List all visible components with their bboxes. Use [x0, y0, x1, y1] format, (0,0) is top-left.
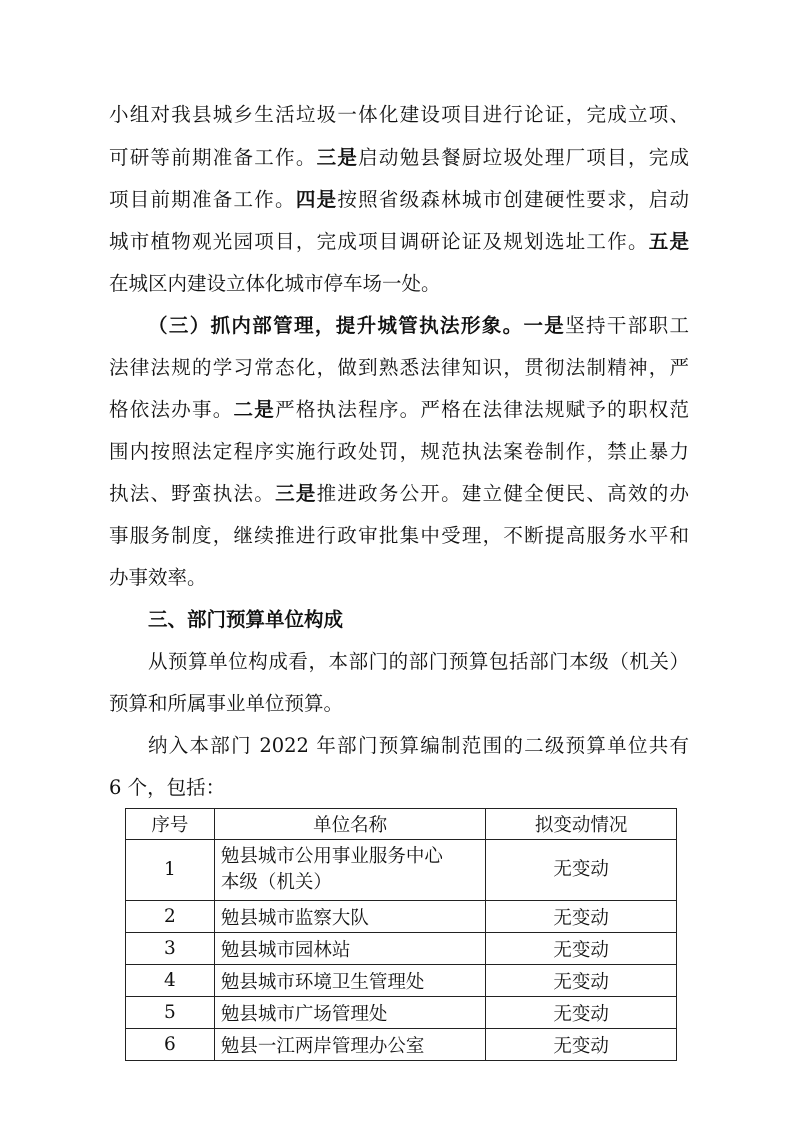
cell-change: 无变动	[486, 1029, 677, 1061]
cell-name: 勉县一江两岸管理办公室	[214, 1029, 486, 1061]
paragraph-line: 从预算单位构成看，本部门的部门预算包括部门本级（机关）	[148, 650, 689, 673]
column-header: 序号	[126, 809, 215, 840]
cell-change: 无变动	[486, 997, 677, 1029]
cell-name: 勉县城市广场管理处	[214, 997, 486, 1029]
cell-change: 无变动	[486, 901, 677, 933]
column-header: 拟变动情况	[486, 809, 677, 840]
paragraph-line: 预算和所属事业单位预算。	[109, 692, 344, 715]
paragraph-line: 6 个，包括：	[109, 776, 226, 799]
paragraph-line: 事服务制度，继续推进行政审批集中受理，不断提高服务水平和	[109, 524, 689, 547]
paragraph-line: 在城区内建设立体化城市停车场一处。	[109, 272, 441, 295]
bold-lead: 三是	[275, 482, 317, 505]
table-row	[126, 997, 677, 1029]
table-row	[126, 965, 677, 997]
paragraph-line: 办事效率。	[109, 566, 207, 589]
paragraph-line: 纳入本部门 2022 年部门预算编制范围的二级预算单位共有	[148, 734, 689, 757]
bold-lead: 一是	[523, 314, 566, 337]
bold-lead: 四是	[295, 188, 338, 211]
paragraph-line: 围内按照法定程序实施行政处罚，规范执法案卷制作，禁止暴力	[109, 440, 689, 463]
table-row	[126, 1029, 677, 1061]
cell-no: 5	[126, 997, 215, 1029]
cell-change: 无变动	[486, 933, 677, 965]
cell-no: 3	[126, 933, 215, 965]
cell-no: 6	[126, 1029, 215, 1061]
cell-change: 无变动	[486, 840, 677, 901]
paragraph-line: （三）抓内部管理，提升城管执法形象。一是坚持干部职工	[148, 314, 689, 337]
cell-name: 勉县城市监察大队	[214, 901, 486, 933]
cell-no: 1	[126, 840, 215, 901]
bold-lead: 三是	[316, 146, 359, 169]
cell-change: 无变动	[486, 965, 677, 997]
budget-unit-table	[125, 808, 677, 1061]
paragraph-line: 格依法办事。二是严格执法程序。严格在法律法规赋予的职权范	[109, 398, 689, 421]
cell-no: 2	[126, 901, 215, 933]
paragraph-line: 项目前期准备工作。四是按照省级森林城市创建硬性要求，启动	[109, 188, 689, 211]
table-row	[126, 933, 677, 965]
table-row	[126, 840, 677, 901]
cell-name: 勉县城市园林站	[214, 933, 486, 965]
paragraph-line: 城市植物观光园项目，完成项目调研论证及规划选址工作。五是	[109, 230, 689, 253]
bold-lead: 五是	[648, 230, 689, 253]
table-row	[126, 901, 677, 933]
paragraph-line: 执法、野蛮执法。三是推进政务公开。建立健全便民、高效的办	[109, 482, 689, 505]
subsection-heading: （三）抓内部管理，提升城管执法形象。	[148, 314, 524, 337]
cell-no: 4	[126, 965, 215, 997]
section-heading: 三、部门预算单位构成	[148, 608, 344, 631]
cell-name: 勉县城市环境卫生管理处	[214, 965, 486, 997]
bold-lead: 二是	[233, 398, 276, 421]
paragraph-line: 法律法规的学习常态化，做到熟悉法律知识，贯彻法制精神，严	[109, 356, 689, 379]
cell-name: 勉县城市公用事业服务中心 本级（机关）	[214, 840, 486, 901]
paragraph-line: 可研等前期准备工作。三是启动勉县餐厨垃圾处理厂项目，完成	[109, 146, 689, 169]
paragraph-line: 小组对我县城乡生活垃圾一体化建设项目进行论证，完成立项、	[109, 103, 689, 126]
table-header-row	[126, 809, 677, 840]
column-header: 单位名称	[214, 809, 486, 840]
